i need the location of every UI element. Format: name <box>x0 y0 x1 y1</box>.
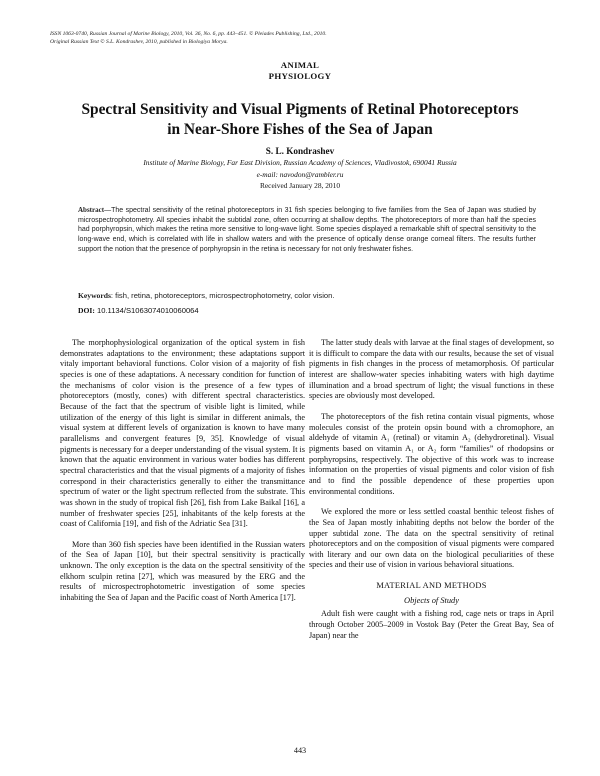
doi-text: 10.1134/S1063074010060064 <box>94 306 199 315</box>
abstract-text: —The spectral sensitivity of the retinal photoreceptors in 31 fish species belonging to five families from the Sea of Japan was studied by microspectrophotometry. All species inhabit the subtidal zone, often occurring at shallow depths. The photoreceptors of more than half the species had porphyropsin, which makes the retina more sensitive to long-wave light. Some species displayed a remarkable shift of spectral sensitivity to the long-wave end, which is correlated with life in shallow waters and with the presence of optically dense orange corneal filters. The results further support the notion that the presence of porphyropsin in the retina is necessary for not only freshwater fishes. <box>78 207 536 253</box>
subsection-heading: Objects of Study <box>404 595 459 605</box>
abstract <box>78 206 536 255</box>
page-number: 443 <box>293 746 307 755</box>
section-label-line2: PHYSIOLOGY <box>268 70 332 81</box>
body-paragraph: The photoreceptors of the fish retina contain visual pigments, whose molecules consist of the protein opsin bound with a chromophore, an aldehyde of vitamin A₁ (retinal) or vitamin A₂ (dehydroretinal). Visual pigments based on vitamin A₁ or A₂ form “families” of rhodopsins or porphyropsins, respectively. The objective of this work was to increase information on the properties of visual pigments and color vision of fish and to find the possible dependence of these properties upon environmental conditions. <box>309 411 554 496</box>
original-text-note: Original Russian Text © S.L. Kondrashev, 2010, published in Biologiya Morya. <box>50 39 228 45</box>
body-paragraph: The morphophysiological organization of the optical system in fish demonstrates adaptations to the environment; these adaptations support vitaly important behavioral functions. Color vision of a majority of fish species is one of these adaptations. A necessary condition for function of the mechanisms of color vision is the presence of a few types of photoreceptors (mostly, cones) with different spectral characteristics. Because of the fact that the spectrum of visible light is limited, while utilization of the energy of this light is similar in different animals, the visual system at different levels of organization is known to have many parallelisms and convergent features [9, 35]. Knowledge of visual pigments is necessary for a deeper understanding of the visual system. It is known that the aquatic environment in various water bodies has different spectral characteristics and that the visual pigments of a majority of fishes correspond in their characteristics generally to either the transmittance spectrum of water or the light spectrum reflected from the substrate. This was shown in the study of tropical fish [26], fish from Lake Baikal [16], a number of freshwater species [25], inhabitants of the kelp forests at the coast of California [19], and fish of the Adriatic Sea [31]. <box>60 338 305 529</box>
section-label <box>0 60 600 81</box>
right-column <box>309 338 554 651</box>
keywords-label: Keywords <box>78 291 111 300</box>
paper-title <box>40 100 560 139</box>
journal-citation: ISSN 1063-0740, Russian Journal of Marine Biology, 2010, Vol. 36, No. 6, pp. 443–451. © Pleiades Publishing, Ltd., 2010. <box>50 31 327 37</box>
keywords-text: : fish, retina, photoreceptors, microspectrophotometry, color vision. <box>110 291 335 300</box>
doi <box>78 306 536 315</box>
body-paragraph: The latter study deals with larvae at the final stages of development, so it is difficult to compare the data with our results, because the set of visual pigments in fish changes in the process of metamorphosis. Of particular interest are shallow-water species inhabiting waters with high daytime illumination and a broad spectrum of light; the visual functions in these species are obviously most developed. <box>309 338 554 401</box>
section-heading: MATERIAL AND METHODS <box>376 581 487 591</box>
affiliation: Institute of Marine Biology, Far East Division, Russian Academy of Sciences, Vladivostok, 690041 Russia <box>143 158 457 167</box>
abstract-label: Abstract <box>78 206 105 214</box>
received-date: Received January 28, 2010 <box>259 181 341 190</box>
journal-header <box>50 30 570 46</box>
body-paragraph: We explored the more or less settled coastal benthic teleost fishes of the Sea of Japan mostly inhabiting depths not below the border of the upper subtidal zone. The data on the spectral sensitivity of retinal photoreceptors and on the composition of visual pigments were compared with literary and our own data on the biological peculiarities of these species and their use of vision in various behavioral situations. <box>309 507 554 570</box>
left-column <box>60 338 305 614</box>
keywords <box>78 291 536 300</box>
doi-label: DOI: <box>78 306 95 315</box>
body-paragraph: More than 360 fish species have been identified in the Russian waters of the Sea of Japan [10], but their spectral sensitivity is practically unknown. The only exception is the data on the spectral sensitivity of the elkhorn sculpin retina [27], which was measured by the ERG and the results of microspectrophotometric investigation of some species inhabiting the Sea of Japan and the Pacific coast of North America [17]. <box>60 539 305 603</box>
section-label-line1: ANIMAL <box>280 60 320 70</box>
body-paragraph: Adult fish were caught with a fishing rod, cage nets or traps in April through October 2005–2009 in Vostok Bay (Peter the Great Bay, Sea of Japan) near the <box>309 609 554 640</box>
author-email: e-mail: navodon@rambler.ru <box>256 170 344 179</box>
title-line2: in Near-Shore Fishes of the Sea of Japan <box>167 120 433 138</box>
title-line1: Spectral Sensitivity and Visual Pigments of Retinal Photoreceptors <box>81 101 519 118</box>
author-name: S. L. Kondrashev <box>265 146 335 156</box>
